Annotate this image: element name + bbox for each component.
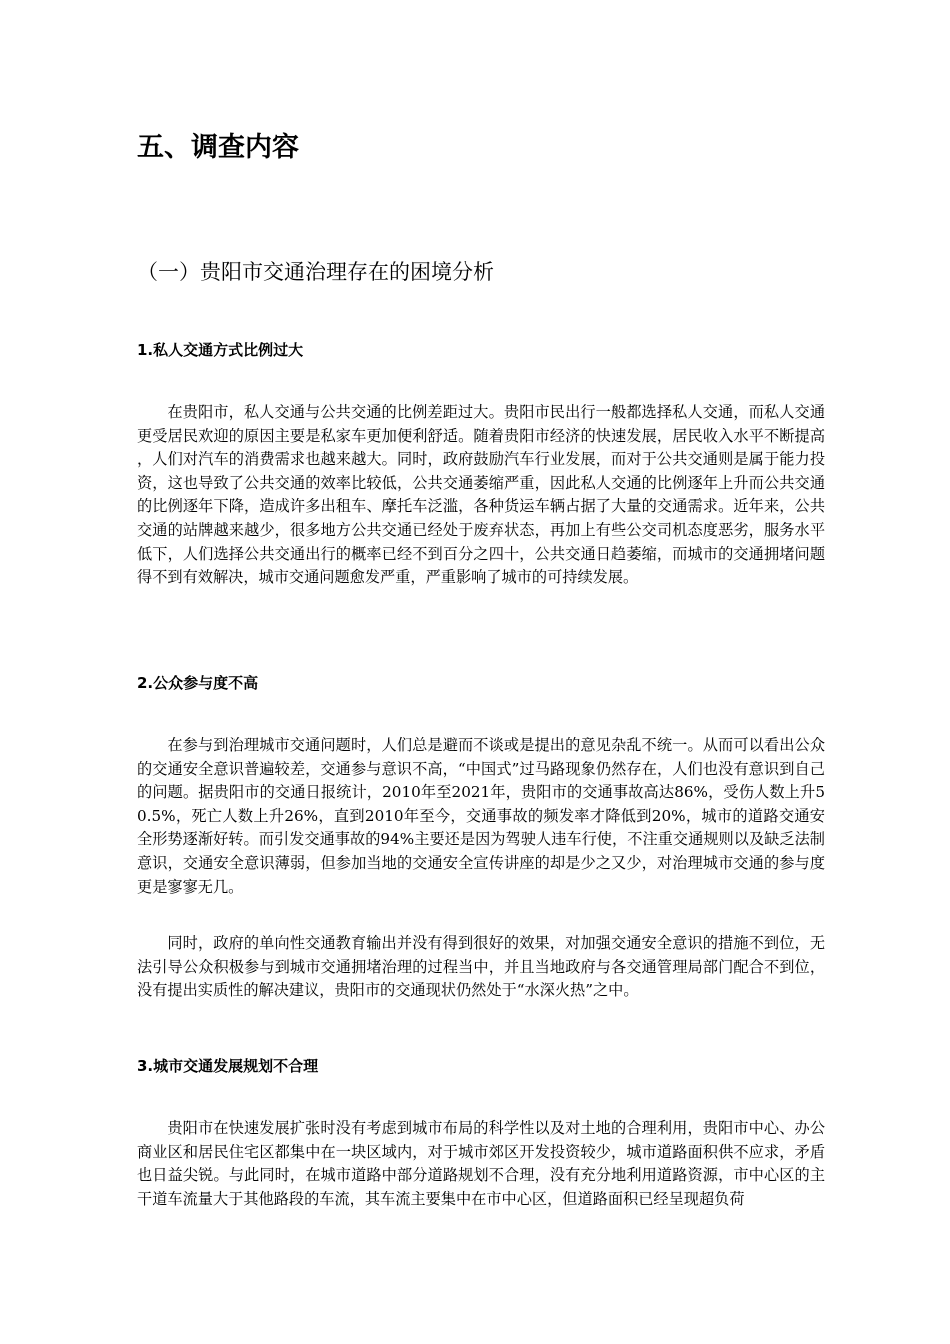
subsection-3-title: 3.城市交通发展规划不合理 <box>137 1057 319 1075</box>
subsection-2-paragraph-2: 同时，政府的单向性交通教育输出并没有得到很好的效果，对加强交通安全意识的措施不到位，无法引导公众积极参与到城市交通拥堵治理的过程当中，并且当地政府与各交通管理局部门配合不到位，没有提出实质性的解决建议，贵阳市的交通现状仍然处于“水深火热”之中。 <box>137 934 825 1000</box>
subsection-1-paragraph-1: 在贵阳市，私人交通与公共交通的比例差距过大。贵阳市民出行一般都选择私人交通，而私人交通更受居民欢迎的原因主要是私家车更加便利舒适。随着贵阳市经济的快速发展，居民收入水平不断提高，人们对汽车的消费需求也越来越大。同时，政府鼓励汽车行业发展，而对于公共交通则是属于能力投资，这也导致了公共交通的效率比较低，公共交通萎缩严重，因此私人交通的比例逐年上升而公共交通的比例逐年下降，造成许多出租车、摩托车泛滥，各种货运车辆占据了大量的交通需求。近年来，公共交通的站牌越来越少，很多地方公共交通已经处于废弃状态，再加上有些公交司机态度恶劣，服务水平低下，人们选择公共交通出行的概率已经不到百分之四十，公共交通日趋萎缩，而城市的交通拥堵问题得不到有效解决，城市交通问题愈发严重，严重影响了城市的可持续发展。 <box>137 403 825 587</box>
section-title: （一）贵阳市交通治理存在的困境分析 <box>137 260 494 284</box>
subsection-3-paragraph-1: 贵阳市在快速发展扩张时没有考虑到城市布局的科学性以及对土地的合理利用，贵阳市中心、办公商业区和居民住宅区都集中在一块区域内，对于城市郊区开发投资较少，城市道路面积供不应求，矛盾也日益尖锐。与此同时，在城市道路中部分道路规划不合理，没有充分地利用道路资源，市中心区的主干道车流量大于其他路段的车流，其车流主要集中在市中心区，但道路面积已经呈现超负荷 <box>137 1119 825 1208</box>
subsection-2-paragraph-1: 在参与到治理城市交通问题时，人们总是避而不谈或是提出的意见杂乱不统一。从而可以看出公众的交通安全意识普遍较差，交通参与意识不高，“中国式”过马路现象仍然存在，人们也没有意识到自己的问题。据贵阳市的交通日报统计，2010年至2021年，贵阳市的交通事故高达86%，受伤人数上升50.5%，死亡人数上升26%，直到2010年至今，交通事故的频发率才降低到20%，城市的道路交通安全形势逐渐好转。而引发交通事故的94%主要还是因为驾驶人违车行使，不注重交通规则以及缺乏法制意识，交通安全意识薄弱，但参加当地的交通安全宣传讲座的却是少之又少，对治理城市交通的参与度更是寥寥无几。 <box>137 736 825 896</box>
subsection-1-title: 1.私人交通方式比例过大 <box>137 341 304 359</box>
subsection-2-title: 2.公众参与度不高 <box>137 674 259 692</box>
chapter-heading: 五、调查内容 <box>137 132 299 163</box>
